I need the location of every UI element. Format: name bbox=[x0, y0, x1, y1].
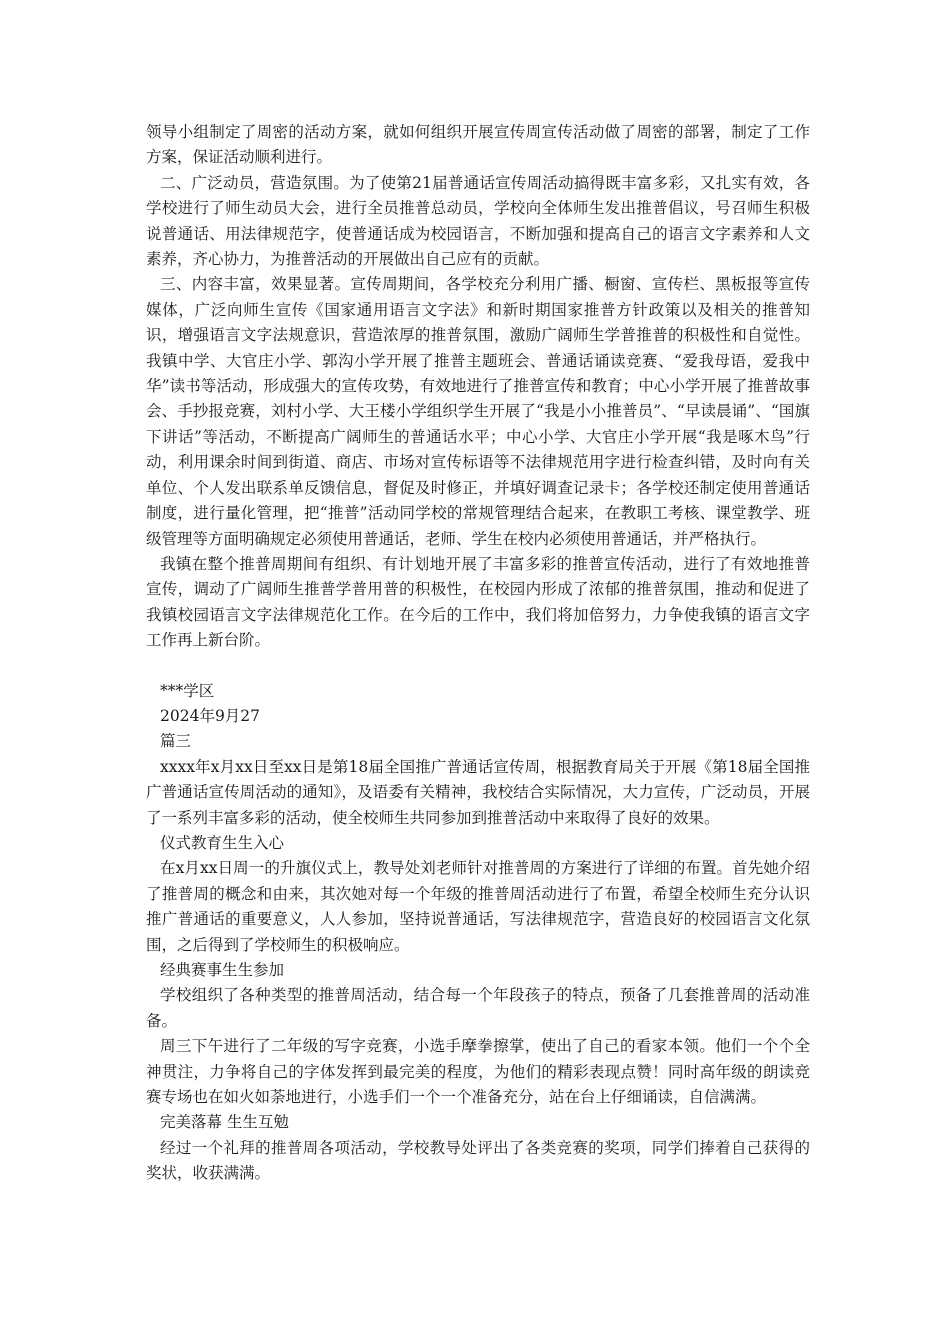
paragraph-mobilization: 二、广泛动员，营造氛围。为了使第21届普通话宣传周活动搞得既丰富多彩，又扎实有效，各学校进行了师生动员大会，进行全员推普总动员，学校向全体师生发出推普倡议，号召师生积极说普通话、用法律规范字，使普通话成为校园语言，不断加强和提高自己的语言文字素养和人文素养，齐心协力，为推普活动的开展做出自己应有的贡献。 bbox=[146, 173, 810, 269]
heading-ceremony: 仪式教育生生入心 bbox=[160, 833, 285, 852]
document-body bbox=[146, 120, 810, 1187]
heading-closing: 完美落幕 生生互勉 bbox=[160, 1113, 289, 1132]
paragraph-planning: 领导小组制定了周密的活动方案，就如何组织开展宣传周宣传活动做了周密的部署，制定了工作方案，保证活动顺利进行。 bbox=[146, 123, 810, 167]
paragraph-writing-contest: 周三下午进行了二年级的写字竞赛，小选手摩拳擦掌，使出了自己的看家本领。他们一个个全神贯注，力争将自己的字体发挥到最完美的程度，为他们的精彩表现点赞！同时高年级的朗读竞赛专场也在如火如荼地进行，小选手们一个一个准备充分，站在台上仔细诵读，自信满满。 bbox=[146, 1037, 810, 1107]
date: 2024年9月27 bbox=[160, 706, 261, 725]
paragraph-competition: 学校组织了各种类型的推普周活动，结合每一个年段孩子的特点，预备了几套推普周的活动准备。 bbox=[146, 986, 810, 1030]
section-title: 篇三 bbox=[160, 732, 192, 751]
signature: ***学区 bbox=[160, 681, 215, 700]
blank-line bbox=[146, 654, 810, 679]
paragraph-closing: 经过一个礼拜的推普周各项活动，学校教导处评出了各类竞赛的奖项，同学们捧着自己获得的奖状，收获满满。 bbox=[146, 1138, 810, 1183]
paragraph-content: 三、内容丰富，效果显著。宣传周期间，各学校充分利用广播、橱窗、宣传栏、黑板报等宣传媒体，广泛向师生宣传《国家通用语言文字法》和新时期国家推普方针政策以及相关的推普知识，增强语言文字法规意识，营造浓厚的推普氛围，激励广阔师生学普推普的积极性和自觉性。我镇中学、大官庄小学、郭沟小学开展了推普主题班会、普通话诵读竞赛、“爱我母语，爱我中华”读书等活动，形成强大的宣传攻势，有效地进行了推普宣传和教育；中心小学开展了推普故事会、手抄报竞赛，刘村小学、大王楼小学组织学生开展了“我是小小推普员”、“早读晨诵”、“国旗下讲话”等活动，不断提高广阔师生的普通话水平；中心小学、大官庄小学开展“我是啄木鸟”行动，利用课余时间到街道、商店、市场对宣传标语等不法律规范用字进行检查纠错，及时向有关单位、个人发出联系单反馈信息，督促及时修正，并填好调查记录卡；各学校还制定使用普通话制度，进行量化管理，把“推普”活动同学校的常规管理结合起来，在教职工考核、课堂教学、班级管理等方面明确规定必须使用普通话，老师、学生在校内必须使用普通话，并严格执行。 bbox=[146, 275, 810, 548]
paragraph-summary: 我镇在整个推普周期间有组织、有计划地开展了丰富多彩的推普宣传活动，进行了有效地推普宣传，调动了广阔师生推普学普用普的积极性，在校园内形成了浓郁的推普氛围，推动和促进了我镇校园语言文字法律规范化工作。在今后的工作中，我们将加倍努力，力争使我镇的语言文字工作再上新台阶。 bbox=[146, 554, 810, 650]
paragraph-intro: xxxx年x月xx日至xx日是第18届全国推广普通话宣传周，根据教育局关于开展《第18届全国推广普通话宣传周活动的通知》，及语委有关精神，我校结合实际情况，大力宣传，广泛动员，开展了一系列丰富多彩的活动，使全校师生共同参加到推普活动中来取得了良好的效果。 bbox=[146, 757, 810, 827]
heading-competition: 经典赛事生生参加 bbox=[160, 961, 285, 979]
paragraph-ceremony: 在x月xx日周一的升旗仪式上，教导处刘老师针对推普周的方案进行了详细的布置。首先她介绍了推普周的概念和由来，其次她对每一个年级的推普周活动进行了布置，希望全校师生充分认识推广普通话的重要意义，人人参加，坚持说普通话，写法律规范字，营造良好的校园语言文化氛围，之后得到了学校师生的积极响应。 bbox=[146, 859, 810, 954]
